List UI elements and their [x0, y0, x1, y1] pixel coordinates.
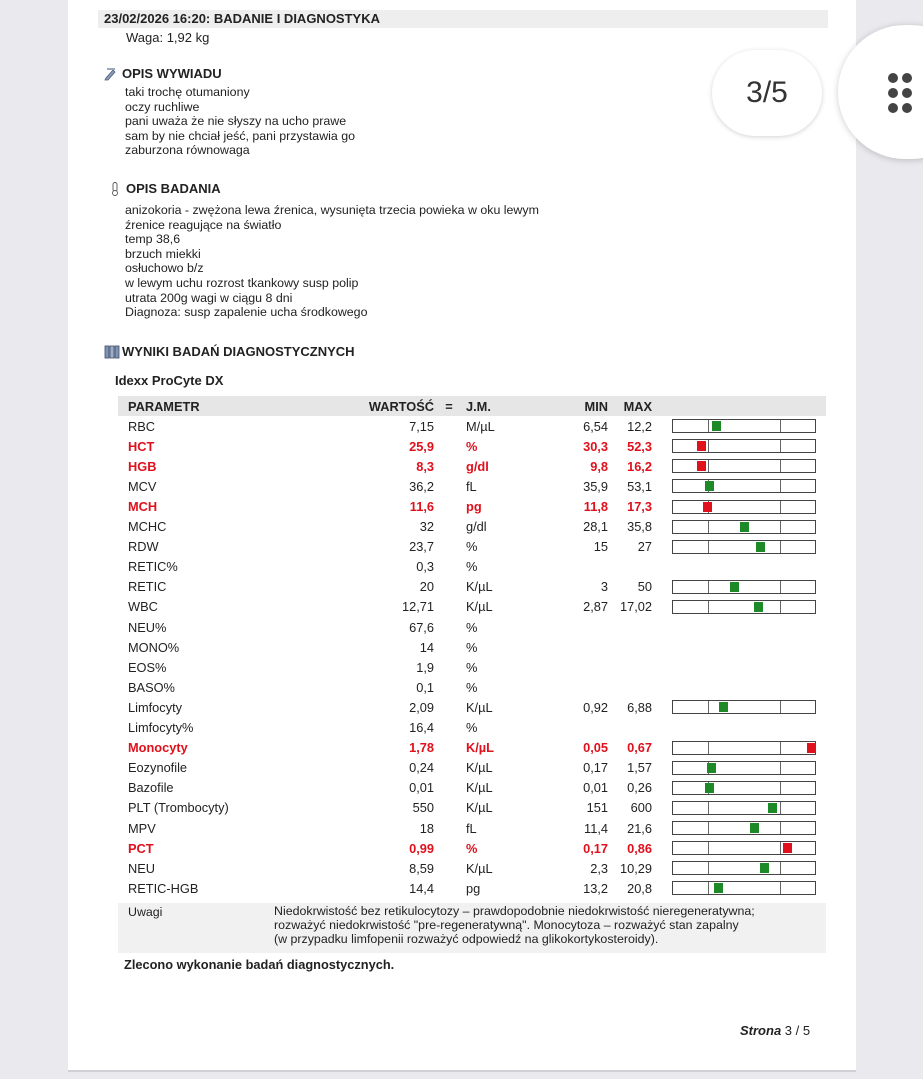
range-bar [672, 761, 816, 775]
range-marker [730, 582, 739, 592]
col-eq: = [445, 398, 453, 414]
footer-label: Strona [740, 1023, 782, 1038]
range-cell [652, 617, 826, 637]
param-eq [434, 838, 464, 858]
test-tubes-icon [104, 345, 118, 359]
result-row [118, 738, 826, 758]
param-value: 7,15 [409, 418, 434, 434]
result-row [118, 718, 826, 738]
param-value: 8,59 [409, 860, 434, 876]
result-row [118, 476, 826, 496]
result-row [118, 436, 826, 456]
result-row [118, 818, 826, 838]
param-unit: pg [466, 880, 481, 896]
param-name: HCT [128, 438, 155, 454]
range-marker [712, 421, 721, 431]
param-eq [434, 778, 464, 798]
param-max [608, 557, 652, 577]
param-unit: % [466, 438, 478, 454]
param-max: 600 [630, 800, 652, 816]
param-min: 35,9 [583, 478, 608, 494]
param-eq [434, 657, 464, 677]
param-max: 52,3 [627, 438, 652, 454]
param-value: 11,6 [409, 499, 434, 515]
exam-line: anizokoria - zwężona lewa źrenica, wysunięta trzecia powieka w oku lewym [125, 203, 539, 217]
param-value: 12,71 [401, 599, 434, 615]
range-cell [652, 858, 826, 878]
range-cell [652, 416, 826, 436]
param-eq [434, 517, 464, 537]
range-cell [652, 637, 826, 657]
param-eq [434, 677, 464, 697]
interview-text [125, 85, 355, 158]
param-unit: K/µL [466, 740, 494, 756]
result-row [118, 657, 826, 677]
param-value: 2,09 [409, 699, 434, 715]
param-eq [434, 798, 464, 818]
range-cell [652, 597, 826, 617]
param-max: 27 [637, 539, 652, 555]
param-eq [434, 818, 464, 838]
param-min: 0,05 [583, 740, 608, 756]
range-marker [740, 522, 749, 532]
range-bar [672, 801, 816, 815]
param-max [608, 677, 652, 697]
param-unit: K/µL [466, 599, 493, 615]
param-name: MPV [128, 820, 156, 836]
dots-grid-icon [888, 73, 922, 113]
param-min [528, 657, 608, 677]
range-cell [652, 838, 826, 858]
range-bar [672, 459, 816, 473]
exam-line: źrenice reagujące na światło [125, 217, 282, 232]
param-eq [434, 557, 464, 577]
param-name: MONO% [128, 639, 180, 655]
param-unit: K/µL [466, 579, 493, 595]
param-max: 1,57 [627, 760, 652, 776]
result-row [118, 456, 826, 476]
param-unit: K/µL [466, 780, 493, 796]
param-min: 9,8 [590, 458, 608, 474]
range-marker [705, 481, 714, 491]
param-value: 8,3 [416, 458, 434, 474]
param-min: 2,3 [590, 860, 608, 876]
range-cell [652, 778, 826, 798]
param-value: 14 [419, 639, 434, 655]
range-cell [652, 738, 826, 758]
param-eq [434, 436, 464, 456]
result-row [118, 637, 826, 657]
result-row [118, 758, 826, 778]
param-min: 0,92 [583, 699, 608, 715]
param-value: 16,4 [409, 720, 434, 736]
param-value: 0,01 [409, 780, 434, 796]
param-name: Bazofile [128, 780, 174, 796]
notes-text [274, 904, 824, 946]
param-max: 53,1 [627, 478, 652, 494]
range-marker [719, 702, 728, 712]
col-param: PARAMETR [128, 398, 200, 414]
param-name: HGB [128, 458, 157, 474]
param-min [528, 677, 608, 697]
range-marker [703, 502, 712, 512]
range-bar [672, 500, 816, 514]
col-unit: J.M. [466, 398, 491, 414]
param-eq [434, 577, 464, 597]
interview-line: taki trochę otumaniony [125, 85, 250, 99]
col-min: MIN [584, 398, 608, 414]
param-eq [434, 617, 464, 637]
range-cell [652, 557, 826, 577]
param-name: Eozynofile [128, 760, 188, 776]
param-max: 10,29 [619, 860, 652, 876]
param-unit: % [466, 720, 478, 736]
result-row [118, 416, 826, 436]
param-unit: K/µL [466, 800, 493, 816]
interview-title-text: OPIS WYWIADU [122, 66, 222, 81]
param-name: MCH [128, 499, 158, 515]
param-eq [434, 858, 464, 878]
param-eq [434, 718, 464, 738]
range-bar [672, 700, 816, 714]
result-row [118, 597, 826, 617]
range-marker [754, 602, 763, 612]
param-min: 28,1 [583, 519, 608, 535]
param-value: 23,7 [409, 539, 434, 555]
param-name: NEU [128, 860, 156, 876]
param-name: BASO% [128, 679, 175, 695]
page-footer [740, 1023, 810, 1038]
param-name: RBC [128, 418, 156, 434]
param-min: 2,87 [583, 599, 608, 615]
param-name: EOS% [128, 659, 167, 675]
param-name: PCT [128, 840, 154, 856]
param-name: PLT (Trombocyty) [128, 800, 229, 816]
device-name: Idexx ProCyte DX [115, 373, 224, 388]
param-max: 50 [637, 579, 652, 595]
range-cell [652, 456, 826, 476]
col-max: MAX [623, 398, 652, 414]
range-marker [697, 441, 706, 451]
range-cell [652, 878, 826, 898]
param-min: 151 [586, 800, 608, 816]
param-max [608, 718, 652, 738]
result-row [118, 577, 826, 597]
result-row [118, 537, 826, 557]
range-bar [672, 580, 816, 594]
range-bar [672, 741, 816, 755]
param-max: 6,88 [627, 699, 652, 715]
param-value: 0,1 [416, 679, 434, 695]
param-max: 12,2 [627, 418, 652, 434]
ordered-text: Zlecono wykonanie badań diagnostycznych. [124, 957, 395, 972]
exam-title [108, 181, 221, 196]
param-value: 1,9 [416, 659, 434, 675]
param-name: WBC [128, 599, 158, 615]
param-name: Limfocyty [128, 699, 183, 715]
interview-line: oczy ruchliwe [125, 99, 200, 114]
param-min: 30,3 [583, 438, 608, 454]
param-max: 21,6 [627, 820, 652, 836]
param-unit: K/µL [466, 860, 493, 876]
param-max: 0,26 [627, 780, 652, 796]
param-unit: K/µL [466, 699, 493, 715]
param-eq [434, 416, 464, 436]
param-min: 11,4 [584, 820, 608, 836]
range-bar [672, 520, 816, 534]
range-marker [807, 743, 816, 753]
param-max [608, 657, 652, 677]
result-row [118, 778, 826, 798]
param-unit: % [466, 840, 478, 856]
param-unit: % [466, 679, 478, 695]
param-max: 17,02 [619, 599, 652, 615]
param-max: 16,2 [627, 458, 652, 474]
exam-line: Diagnoza: susp zapalenie ucha środkowego [125, 305, 368, 320]
range-cell [652, 677, 826, 697]
param-eq [434, 496, 464, 516]
param-min [528, 637, 608, 657]
range-cell [652, 657, 826, 677]
param-value: 0,3 [416, 559, 434, 575]
param-unit: g/dl [466, 458, 489, 474]
param-min [528, 718, 608, 738]
page-indicator: 3/5 [712, 50, 822, 136]
param-value: 14,4 [409, 880, 434, 896]
range-bar [672, 861, 816, 875]
param-unit: % [466, 559, 478, 575]
param-unit: % [466, 659, 478, 675]
param-value: 18 [419, 820, 434, 836]
range-bar [672, 781, 816, 795]
interview-line: pani uważa że nie słyszy na ucho prawe [125, 114, 347, 129]
param-name: RETIC-HGB [128, 880, 199, 896]
param-unit: % [466, 639, 478, 655]
param-eq [434, 878, 464, 898]
results-title-text: WYNIKI BADAŃ DIAGNOSTYCZNYCH [122, 344, 355, 359]
range-marker [714, 883, 723, 893]
param-name: Limfocyty% [128, 720, 194, 736]
param-value: 67,6 [409, 619, 434, 635]
range-cell [652, 798, 826, 818]
results-title [104, 344, 355, 359]
param-name: RDW [128, 539, 159, 555]
param-max: 0,86 [627, 840, 652, 856]
range-bar [672, 881, 816, 895]
param-name: RETIC [128, 579, 167, 595]
param-unit: pg [466, 499, 482, 515]
param-value: 0,24 [409, 760, 434, 776]
param-value: 25,9 [409, 438, 434, 454]
range-bar [672, 841, 816, 855]
param-name: MCV [128, 478, 157, 494]
visit-header: 23/02/2026 16:20: BADANIE I DIAGNOSTYKA [98, 10, 828, 28]
param-value: 550 [412, 800, 434, 816]
notes-line: (w przypadku limfopenii rozważyć odpowiedź na glikokortykosteroidy). [274, 932, 659, 946]
exam-line: utrata 200g wagi w ciągu 8 dni [125, 290, 293, 305]
param-name: Monocyty [128, 740, 188, 756]
param-min [528, 617, 608, 637]
param-min: 0,17 [583, 760, 608, 776]
param-max: 35,8 [627, 519, 652, 535]
param-eq [434, 597, 464, 617]
param-max [608, 617, 652, 637]
range-cell [652, 517, 826, 537]
param-min: 0,01 [583, 780, 608, 796]
document-page [68, 0, 856, 1072]
result-row [118, 838, 826, 858]
range-cell [652, 436, 826, 456]
range-marker [697, 461, 706, 471]
notes-box [118, 903, 826, 953]
exam-title-text: OPIS BADANIA [126, 181, 221, 196]
result-row [118, 517, 826, 537]
range-bar [672, 821, 816, 835]
interview-line: sam by nie chciał jeść, pani przystawia go [125, 128, 356, 143]
range-cell [652, 818, 826, 838]
result-row [118, 798, 826, 818]
param-value: 1,78 [409, 740, 434, 756]
range-bar [672, 439, 816, 453]
param-eq [434, 758, 464, 778]
weight-text: Waga: 1,92 kg [126, 30, 210, 45]
range-bar [672, 540, 816, 554]
range-bar [672, 479, 816, 493]
results-header-row [118, 396, 826, 416]
range-marker [760, 863, 769, 873]
range-cell [652, 577, 826, 597]
col-value: WARTOŚĆ [368, 398, 434, 414]
col-range [652, 396, 826, 416]
notes-label: Uwagi [128, 905, 163, 919]
footer-page: 3 / 5 [784, 1023, 811, 1038]
param-min: 0,17 [583, 840, 608, 856]
result-row [118, 677, 826, 697]
param-name: NEU% [128, 619, 167, 635]
notes-line: Niedokrwistość bez retikulocytozy – prawdopodobnie niedokrwistość nieregeneratywna; [274, 904, 755, 918]
param-unit: M/µL [466, 418, 495, 434]
range-cell [652, 718, 826, 738]
param-name: MCHC [128, 519, 167, 535]
param-unit: K/µL [466, 760, 493, 776]
exam-line: temp 38,6 [125, 232, 181, 247]
param-unit: g/dl [466, 519, 487, 535]
range-marker [768, 803, 777, 813]
result-row [118, 878, 826, 898]
exam-line: brzuch miekki [125, 246, 201, 261]
exam-line: osłuchowo b/z [125, 261, 204, 276]
param-eq [434, 456, 464, 476]
interview-line: zaburzona równowaga [125, 143, 250, 158]
param-value: 36,2 [409, 478, 434, 494]
thermometer-icon [108, 182, 122, 196]
param-min: 13,2 [583, 880, 608, 896]
param-min: 15 [593, 539, 608, 555]
param-min: 3 [600, 579, 608, 595]
range-cell [652, 697, 826, 717]
param-min: 6,54 [583, 418, 608, 434]
param-name: RETIC% [128, 559, 178, 575]
range-marker [783, 843, 792, 853]
exam-text [125, 203, 539, 320]
param-unit: % [466, 539, 478, 555]
range-cell [652, 758, 826, 778]
param-eq [434, 537, 464, 557]
pen-icon [104, 67, 118, 81]
interview-title [104, 66, 222, 81]
param-max [608, 637, 652, 657]
param-min [528, 557, 608, 577]
range-marker [705, 783, 714, 793]
range-cell [652, 496, 826, 516]
result-row [118, 496, 826, 516]
range-marker [750, 823, 759, 833]
range-bar [672, 419, 816, 433]
range-cell [652, 476, 826, 496]
result-row [118, 697, 826, 717]
param-value: 32 [419, 519, 434, 535]
range-marker [756, 542, 765, 552]
param-eq [434, 697, 464, 717]
exam-line: w lewym uchu rozrost tkankowy susp polip [125, 275, 359, 290]
results-rows [118, 416, 826, 898]
range-bar [672, 600, 816, 614]
param-value: 20 [419, 579, 434, 595]
result-row [118, 617, 826, 637]
param-unit: fL [466, 478, 477, 494]
range-cell [652, 537, 826, 557]
param-unit: % [466, 619, 478, 635]
param-value: 0,99 [409, 840, 434, 856]
results-table [118, 396, 826, 898]
param-max: 17,3 [627, 499, 652, 515]
param-unit: fL [466, 820, 477, 836]
param-eq [434, 738, 464, 758]
notes-line: rozważyć niedokrwistość "pre-regeneratywną". Monocytoza – rozważyć stan zapalny [274, 918, 739, 932]
param-max: 20,8 [627, 880, 652, 896]
result-row [118, 557, 826, 577]
param-max: 0,67 [627, 740, 652, 756]
param-min: 11,8 [583, 499, 608, 515]
param-eq [434, 476, 464, 496]
param-eq [434, 637, 464, 657]
range-marker [707, 763, 716, 773]
result-row [118, 858, 826, 878]
